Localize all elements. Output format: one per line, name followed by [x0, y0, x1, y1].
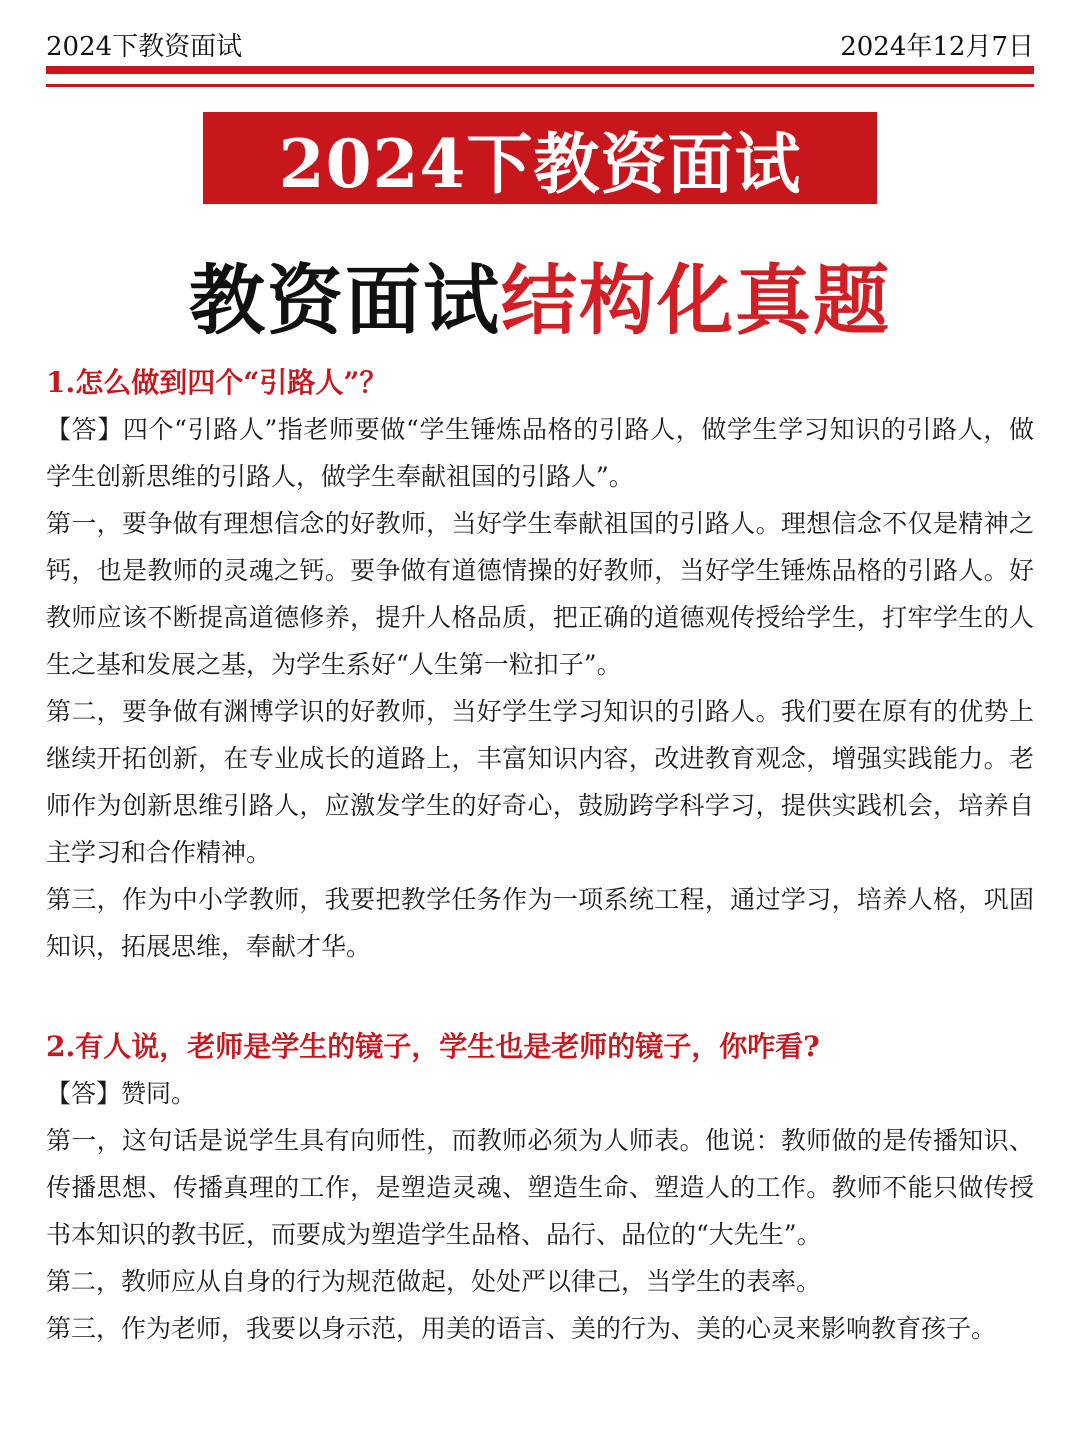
banner-title: 2024下教资面试: [278, 124, 802, 203]
answer-paragraph: 第二，教师应从自身的行为规范做起，处处严以律己，当学生的表率。: [46, 1267, 822, 1296]
answer-paragraph: 第三，作为中小学教师，我要把教学任务作为一项系统工程，通过学习，培养人格，巩固知识，拓展思维，奉献才华。: [46, 885, 1034, 961]
question-section-1: [46, 360, 1034, 970]
answer-paragraph: 【答】四个“引路人”指老师要做“学生锤炼品格的引路人，做学生学习知识的引路人，做学生创新思维的引路人，做学生奉献祖国的引路人”。: [46, 415, 1034, 491]
article-body: [46, 360, 1034, 1352]
answer-paragraph: 第二，要争做有渊博学识的好教师，当好学生学习知识的引路人。我们要在原有的优势上继续开拓创新，在专业成长的道路上，丰富知识内容，改进教育观念，增强实践能力。老师作为创新思维引路人，应激发学生的好奇心，鼓励跨学科学习，提供实践机会，培养自主学习和合作精神。: [46, 697, 1034, 867]
answer-paragraph: 第一，要争做有理想信念的好教师，当好学生奉献祖国的引路人。理想信念不仅是精神之钙，也是教师的灵魂之钙。要争做有道德情操的好教师，当好学生锤炼品格的引路人。好教师应该不断提高道德修养，提升人格品质，把正确的道德观传授给学生，打牢学生的人生之基和发展之基，为学生系好“人生第一粒扣子”。: [46, 509, 1034, 679]
question-section-2: [46, 1024, 1034, 1352]
answer-paragraph: 【答】赞同。: [46, 1079, 197, 1108]
header-divider-thin: [46, 84, 1034, 87]
header-divider-thick: [46, 66, 1034, 74]
question-title: 2.有人说，老师是学生的镜子，学生也是老师的镜子，你咋看?: [46, 1030, 820, 1063]
answer-paragraph: 第三，作为老师，我要以身示范，用美的语言、美的行为、美的心灵来影响教育孩子。: [46, 1314, 997, 1343]
page-header: [46, 26, 1034, 62]
header-date: 2024年12月7日: [840, 31, 1034, 62]
section-spacer: [46, 970, 1034, 1024]
subtitle-red: 结构化真题: [501, 256, 891, 345]
title-banner: [203, 112, 877, 204]
page-subtitle: [0, 240, 1080, 349]
subtitle-black: 教资面试: [189, 256, 501, 345]
header-title: 2024下教资面试: [46, 31, 243, 62]
answer-paragraph: 第一，这句话是说学生具有向师性，而教师必须为人师表。他说：教师做的是传播知识、传播思想、传播真理的工作，是塑造灵魂、塑造生命、塑造人的工作。教师不能只做传授书本知识的教书匠，而要成为塑造学生品格、品行、品位的“大先生”。: [46, 1126, 1034, 1249]
question-title: 1.怎么做到四个“引路人”？: [46, 366, 388, 399]
